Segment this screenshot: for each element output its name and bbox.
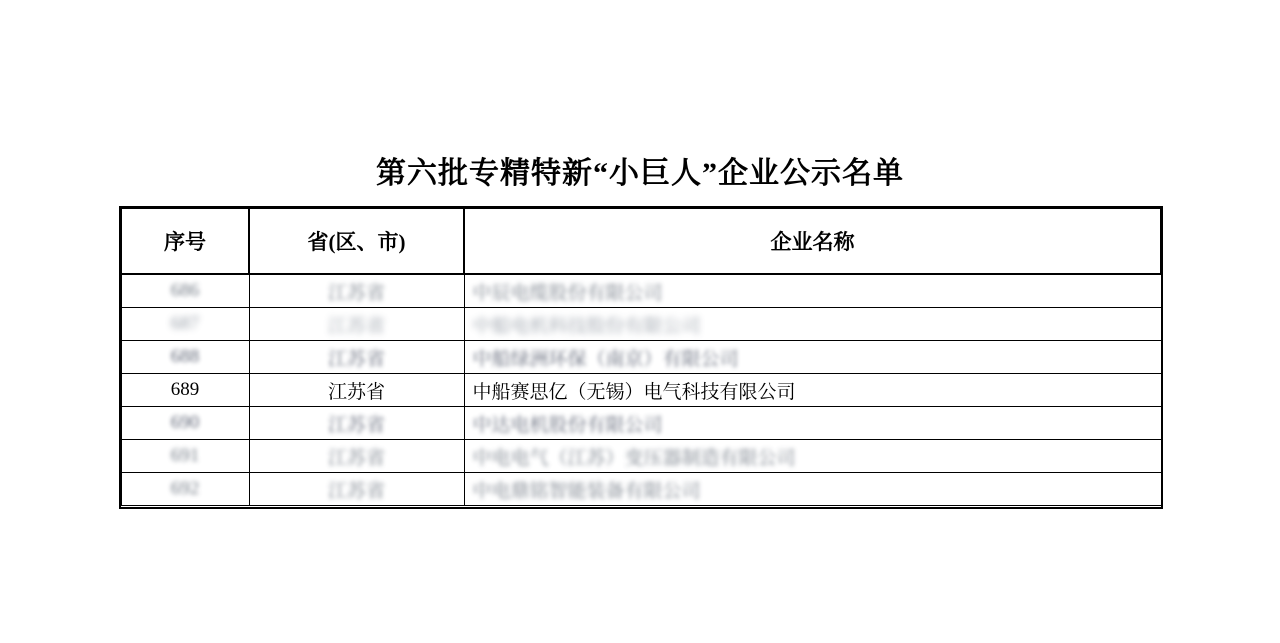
column-header-index: 序号 [121,208,249,274]
cell-index: 691 [121,440,249,473]
table-body [121,274,1161,506]
cell-province: 江苏省 [249,308,464,341]
cell-index: 688 [121,341,249,374]
cell-company-name: 中船赛思亿（无锡）电气科技有限公司 [464,374,1161,407]
cell-province: 江苏省 [249,274,464,308]
cell-province: 江苏省 [249,341,464,374]
table-row [121,407,1161,440]
table-row [121,440,1161,473]
listing-table [120,207,1162,506]
cell-index: 687 [121,308,249,341]
cell-province: 江苏省 [249,440,464,473]
column-header-company: 企业名称 [464,208,1161,274]
listing-table-container [120,207,1160,506]
page-title: 第六批专精特新“小巨人”企业公示名单 [376,157,904,190]
cell-province: 江苏省 [249,473,464,506]
table-row [121,341,1161,374]
cell-company-name: 中电电气（江苏）变压器制造有限公司 [464,440,1161,473]
cell-index: 686 [121,274,249,308]
cell-company-name: 中达电机股份有限公司 [464,407,1161,440]
table-row [121,473,1161,506]
cell-company-name: 中辰电缆股份有限公司 [464,274,1161,308]
table-header [121,208,1161,274]
table-row [121,374,1161,407]
table-row [121,274,1161,308]
cell-index: 690 [121,407,249,440]
cell-province: 江苏省 [249,407,464,440]
cell-company-name: 中船电机科技股份有限公司 [464,308,1161,341]
cell-province: 江苏省 [249,374,464,407]
cell-index: 692 [121,473,249,506]
column-header-province: 省(区、市) [249,208,464,274]
cell-company-name: 中船绿洲环保（南京）有限公司 [464,341,1161,374]
table-row [121,308,1161,341]
cell-index: 689 [121,374,249,407]
table-header-row [121,208,1161,274]
cell-company-name: 中电鼎铭智能装备有限公司 [464,473,1161,506]
